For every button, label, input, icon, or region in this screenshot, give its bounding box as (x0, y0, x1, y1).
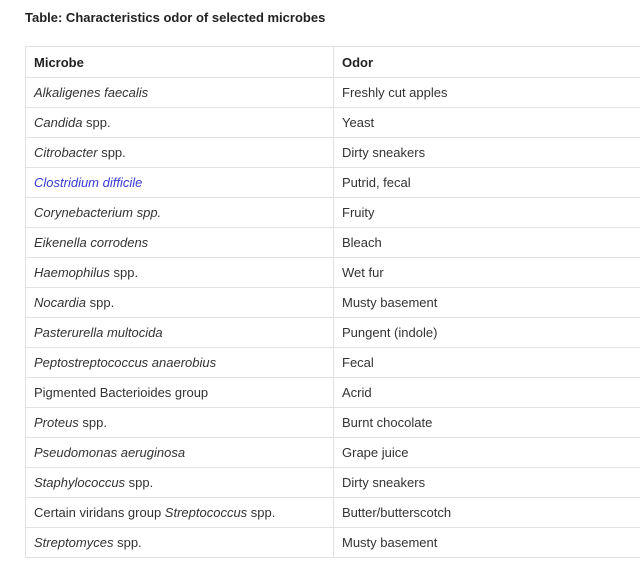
odor-cell: Acrid (334, 378, 640, 408)
table-row (26, 198, 640, 228)
microbe-name-italic: Corynebacterium spp. (34, 205, 162, 220)
microbe-cell (26, 318, 334, 348)
microbe-link[interactable]: Clostridium difficile (34, 175, 143, 190)
microbe-cell (26, 288, 334, 318)
odor-cell: Pungent (indole) (334, 318, 640, 348)
microbe-name-italic: Eikenella corrodens (34, 235, 149, 250)
odor-cell: Grape juice (334, 438, 640, 468)
table-row (26, 168, 640, 198)
microbe-name-plain: Certain viridans group (34, 505, 165, 520)
microbe-name-italic: Citrobacter (34, 145, 98, 160)
microbe-name-suffix: spp. (247, 505, 276, 520)
microbe-name-suffix: spp. (109, 265, 139, 280)
microbe-name-italic: Alkaligenes faecalis (34, 85, 149, 100)
odor-cell: Putrid, fecal (334, 168, 640, 198)
microbe-cell (26, 228, 334, 258)
table-row (26, 318, 640, 348)
table-row (26, 228, 640, 258)
microbe-name-suffix: spp. (86, 295, 115, 310)
table-row (26, 288, 640, 318)
odor-cell: Dirty sneakers (334, 138, 640, 168)
microbe-cell (26, 408, 334, 438)
microbe-name-italic: Streptococcus (164, 505, 248, 520)
odor-cell: Dirty sneakers (334, 468, 640, 498)
odor-cell: Musty basement (334, 528, 640, 558)
microbe-cell (26, 348, 334, 378)
microbe-name-plain: Pigmented Bacterioides group (34, 385, 209, 400)
microbe-name-suffix: spp. (125, 475, 154, 490)
microbe-cell (26, 528, 334, 558)
microbe-cell (26, 438, 334, 468)
table-row (26, 528, 640, 558)
microbe-name-italic: Nocardia (34, 295, 87, 310)
microbe-name-suffix: spp. (78, 415, 107, 430)
table-row (26, 258, 640, 288)
microbe-name-italic: Proteus (34, 415, 79, 430)
table-row (26, 348, 640, 378)
odor-cell: Burnt chocolate (334, 408, 640, 438)
odor-cell: Musty basement (334, 288, 640, 318)
microbe-cell (26, 78, 334, 108)
odor-cell: Fecal (334, 348, 640, 378)
microbe-name-suffix: spp. (82, 115, 111, 130)
table-row (26, 438, 640, 468)
microbe-name-suffix: spp. (97, 145, 126, 160)
microbe-cell (26, 498, 334, 528)
microbe-name-italic: Peptostreptococcus anaerobius (34, 355, 217, 370)
odor-cell: Fruity (334, 198, 640, 228)
odor-cell: Butter/butterscotch (334, 498, 640, 528)
microbe-cell (26, 108, 334, 138)
microbe-name-italic: Candida (34, 115, 83, 130)
microbe-cell (26, 138, 334, 168)
microbe-cell (26, 198, 334, 228)
table-row (26, 138, 640, 168)
table-header-row (26, 47, 640, 78)
odor-cell: Bleach (334, 228, 640, 258)
odor-table (25, 46, 640, 558)
microbe-cell (26, 378, 334, 408)
table-row (26, 378, 640, 408)
microbe-cell (26, 168, 334, 198)
table-row (26, 108, 640, 138)
table-row (26, 78, 640, 108)
microbe-name-italic: Staphylococcus (34, 475, 126, 490)
microbe-cell (26, 258, 334, 288)
odor-cell: Yeast (334, 108, 640, 138)
table-row (26, 498, 640, 528)
microbe-name-italic: Streptomyces (34, 535, 114, 550)
microbe-name-italic: Pseudomonas aeruginosa (34, 445, 186, 460)
odor-cell: Wet fur (334, 258, 640, 288)
microbe-name-italic: Pasterurella multocida (34, 325, 163, 340)
table-row (26, 408, 640, 438)
odor-cell: Freshly cut apples (334, 78, 640, 108)
table-row (26, 468, 640, 498)
column-header-microbe: Microbe (26, 47, 334, 78)
microbe-name-suffix: spp. (113, 535, 142, 550)
microbe-cell (26, 468, 334, 498)
table-title: Table: Characteristics odor of selected microbes (25, 10, 326, 25)
column-header-odor: Odor (334, 47, 640, 78)
microbe-name-italic: Haemophilus (34, 265, 110, 280)
